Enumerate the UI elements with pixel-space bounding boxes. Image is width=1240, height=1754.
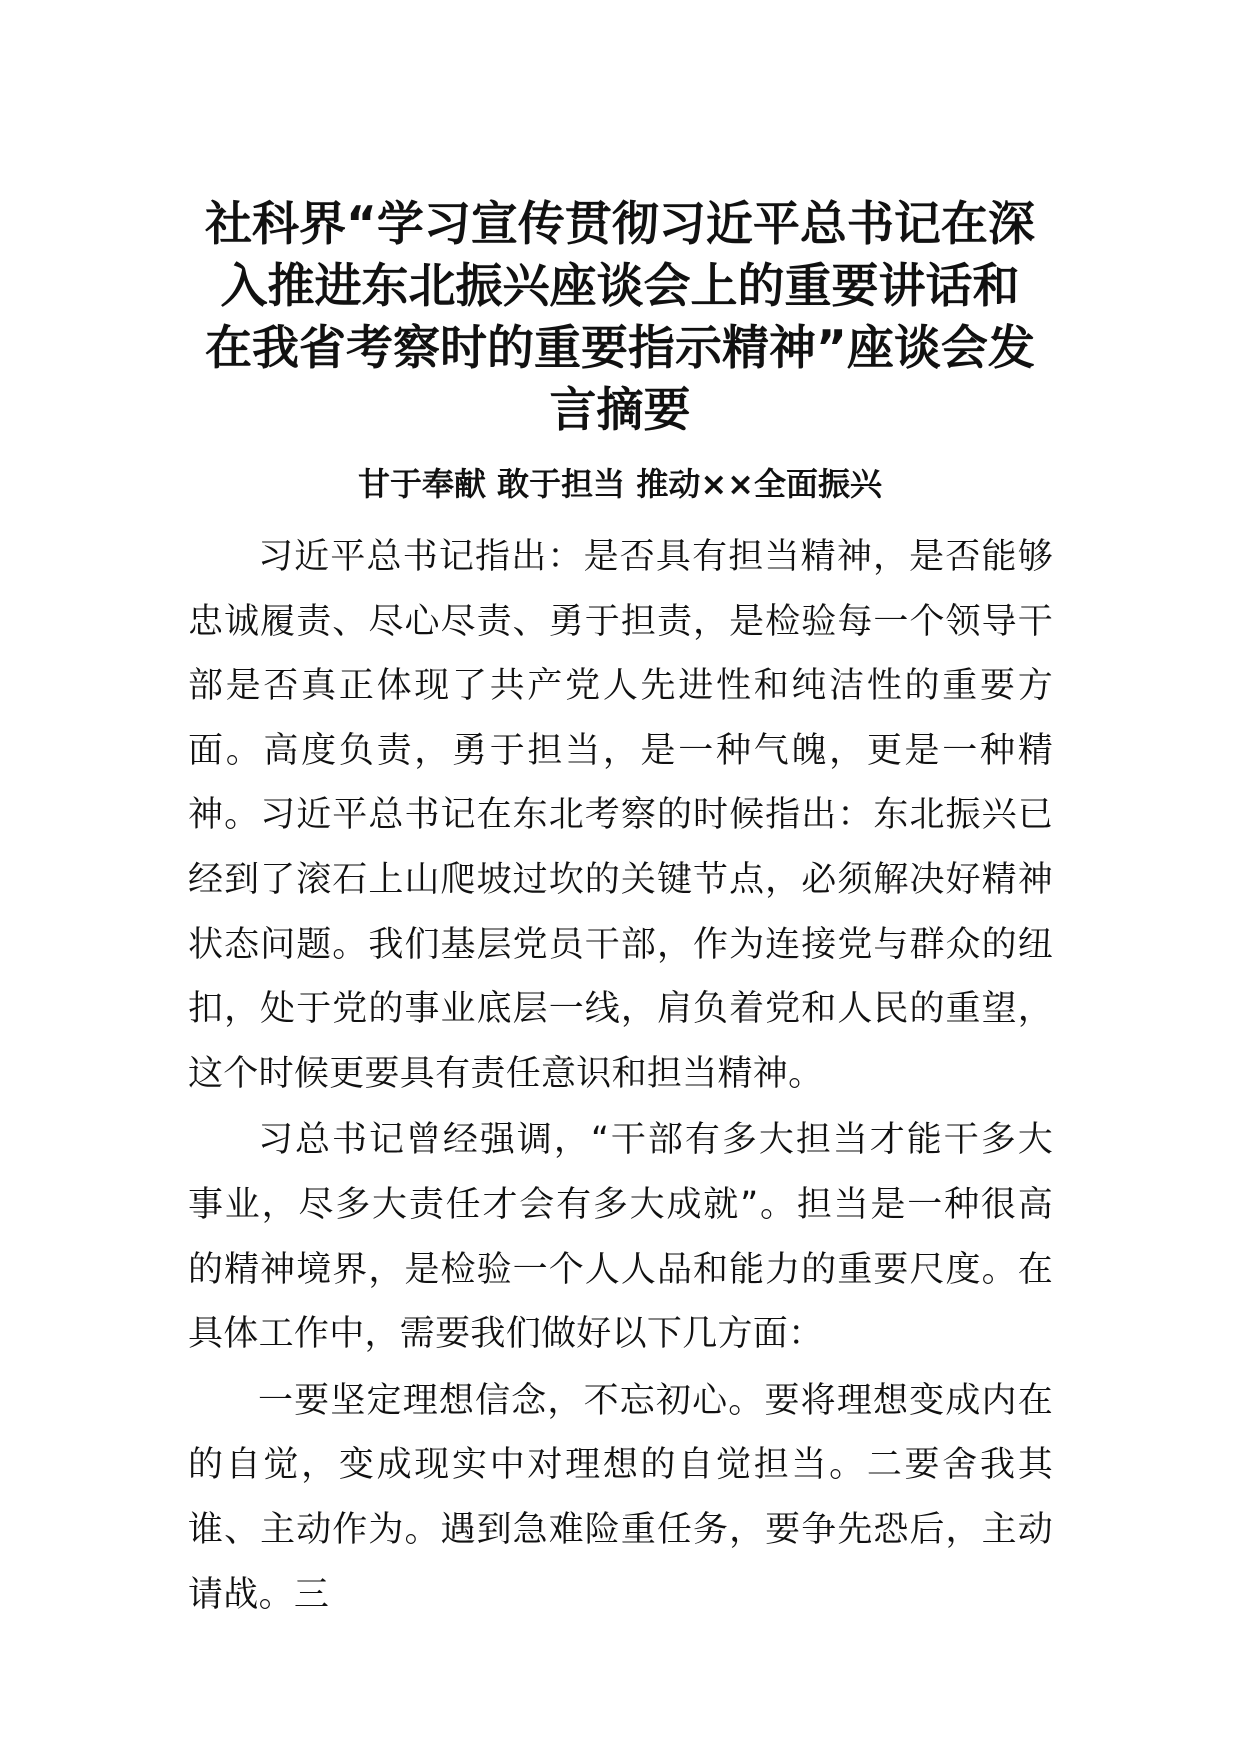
document-title: 社科界“学习宣传贯彻习近平总书记在深入推进东北振兴座谈会上的重要讲话和在我省考察时的重要指示精神”座谈会发言摘要	[205, 197, 1035, 438]
document-body	[188, 525, 1053, 1629]
body-paragraph-1: 习近平总书记指出：是否具有担当精神，是否能够忠诚履责、尽心尽责、勇于担责，是检验每一个领导干部是否真正体现了共产党人先进性和纯洁性的重要方面。高度负责，勇于担当，是一种气魄，更是一种精神。习近平总书记在东北考察的时候指出：东北振兴已经到了滚石上山爬坡过坎的关键节点，必须解决好精神状态问题。我们基层党员干部，作为连接党与群众的纽扣，处于党的事业底层一线，肩负着党和人民的重望，这个时候更要具有责任意识和担当精神。	[188, 537, 1053, 1094]
body-paragraph-2: 习总书记曾经强调，“干部有多大担当才能干多大事业，尽多大责任才会有多大成就”。担当是一种很高的精神境界，是检验一个人人品和能力的重要尺度。在具体工作中，需要我们做好以下几方面：	[188, 1120, 1053, 1355]
body-paragraph-3: 一要坚定理想信念，不忘初心。要将理想变成内在的自觉，变成现实中对理想的自觉担当。二要舍我其谁、主动作为。遇到急难险重任务，要争先恐后，主动请战。三	[188, 1380, 1053, 1615]
document-subtitle: 甘于奉献 敢于担当 推动××全面振兴	[358, 465, 882, 503]
